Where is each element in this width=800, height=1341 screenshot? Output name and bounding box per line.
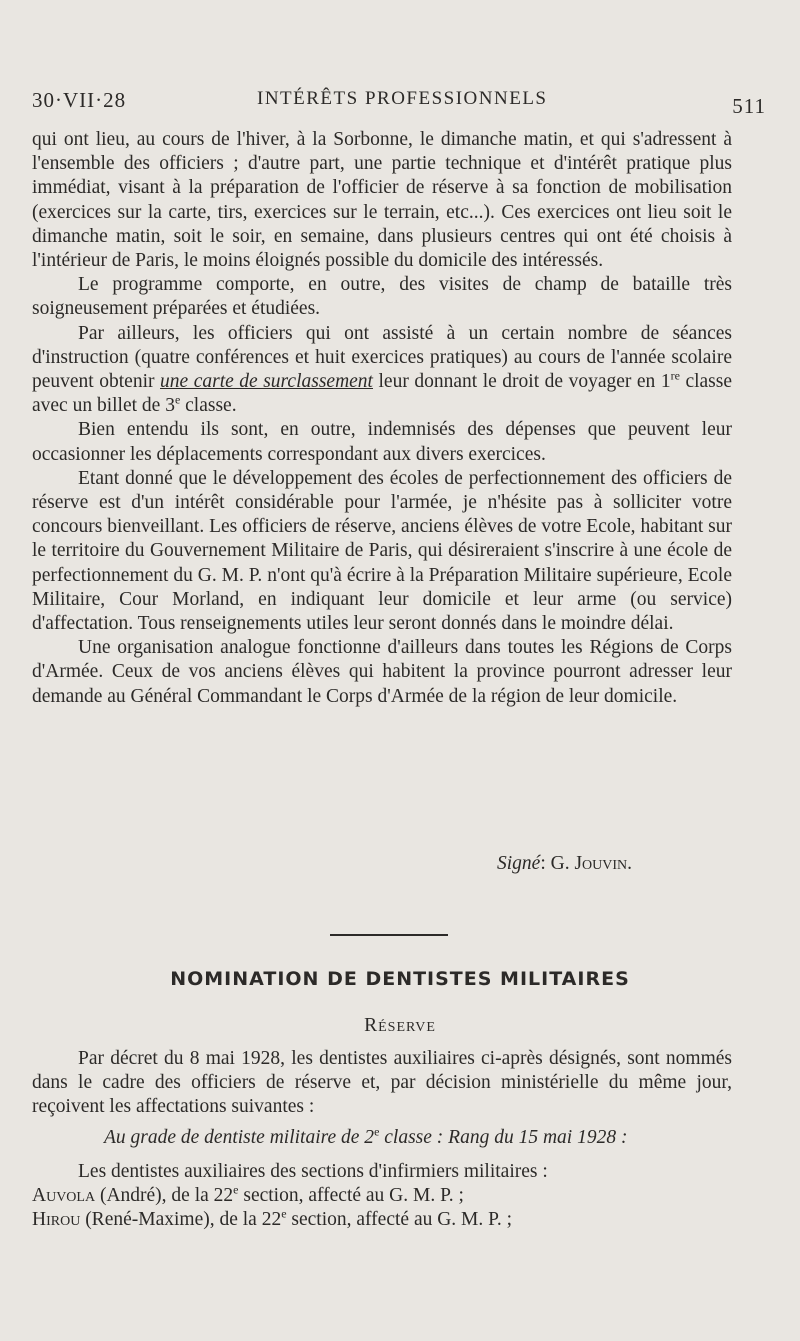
superscript: re xyxy=(670,368,680,383)
section-divider xyxy=(330,934,448,936)
paragraph: Une organisation analogue fonctionne d'ailleurs dans toutes les Régions de Corps d'Armée. Ceux de vos anciens élèves qui habitent la province pourront adresser leur demande au Général Commandant le Corps d'Armée de la région de leur domicile. xyxy=(32,637,732,707)
list-item xyxy=(32,1184,732,1208)
signature-line xyxy=(497,853,632,875)
paragraph xyxy=(32,322,732,419)
text-run: section, affecté au G. M. P. ; xyxy=(286,1209,512,1231)
list-item xyxy=(32,1208,732,1232)
text-run: section, affecté au G. M. P. ; xyxy=(238,1185,464,1207)
page-number: 511 xyxy=(732,94,766,118)
text-run: classe : Rang du 15 mai 1928 : xyxy=(379,1126,628,1148)
nominee-name: Hirou xyxy=(32,1209,81,1231)
section-subtitle: Réserve xyxy=(364,1015,436,1036)
list-intro: Les dentistes auxiliaires des sections d'infirmiers militaires : xyxy=(78,1160,548,1182)
signed-label: Signé xyxy=(497,853,541,874)
superscript: e xyxy=(281,1206,287,1221)
paragraph: Bien entendu ils sont, en outre, indemnisés des dépenses que peuvent leur occasionner les déplacements correspondant aux divers exercices. xyxy=(32,419,732,465)
issue-date: 30·VII·28 xyxy=(32,88,127,112)
emphasis: une carte de surclassement xyxy=(160,371,373,393)
text-run: Au grade de dentiste militaire de 2 xyxy=(104,1126,375,1148)
nominee-name: Auvola xyxy=(32,1185,96,1207)
letter-body xyxy=(32,128,732,709)
paragraph: Etant donné que le développement des écoles de perfectionnement des officiers de réserve est d'un intérêt considérable pour l'armée, je n'hésite pas à solliciter votre concours bienveillant. Les officiers de réserve, anciens élèves de votre Ecole, habitant sur le territoire du Gouvernement Militaire de Paris, qui désireraient s'inscrire à une école de perfectionnement du G. M. P. n'ont qu'à écrire à la Préparation Militaire supérieure, Ecole Militaire, Cour Morland, en indiquant leur domicile et leur arme (ou service) d'affectation. Tous renseignements utiles leur seront donnés dans le moindre délai. xyxy=(32,467,732,635)
nomination-body xyxy=(32,1047,732,1232)
paragraph: Par décret du 8 mai 1928, les dentistes auxiliaires ci-après désignés, sont nommés dans le cadre des officiers de réserve et, par décision ministérielle du même jour, reçoivent les affectations suivantes : xyxy=(32,1048,732,1118)
grade-line xyxy=(32,1126,732,1150)
text-run: (René-Maxime), de la 22 xyxy=(80,1209,282,1231)
text-run: Par ailleurs, les officiers qui ont assisté à un certain nombre de séances d'instruction (quatre conférences et huit exercices pratiques) au cours de l'année scolaire peuvent obtenir xyxy=(32,322,732,393)
running-head xyxy=(32,88,770,118)
paragraph: Le programme comporte, en outre, des visites de champ de bataille très soigneusement préparées et étudiées. xyxy=(32,274,732,320)
nominee-list xyxy=(32,1160,732,1233)
superscript: e xyxy=(233,1182,239,1197)
text-run: classe. xyxy=(180,395,237,417)
superscript: e xyxy=(374,1124,380,1139)
section-title: NOMINATION DE DENTISTES MILITAIRES xyxy=(170,968,630,990)
paragraph: qui ont lieu, au cours de l'hiver, à la Sorbonne, le dimanche matin, et qui s'adressent à l'ensemble des officiers ; d'autre part, une partie technique et d'intérêt pratique plus immédiat, visant à la préparation de l'officier de réserve à sa fonction de mobilisation (exercices sur la carte, tirs, exercices sur le terrain, etc...). Ces exercices ont lieu soit le dimanche matin, soit le soir, en semaine, dans plusieurs centres qui ont été choisis à l'intérieur de Paris, le moins éloignés possible du domicile des intéressés. xyxy=(32,129,732,272)
superscript: e xyxy=(174,392,181,407)
signature: : G. Jouvin. xyxy=(540,853,633,874)
text-run: leur donnant le droit de voyager en 1 xyxy=(372,371,671,393)
text-run: (André), de la 22 xyxy=(95,1185,234,1207)
running-title: INTÉRÊTS PROFESSIONNELS xyxy=(257,88,548,109)
text-run: classe avec un billet de 3 xyxy=(32,371,733,417)
